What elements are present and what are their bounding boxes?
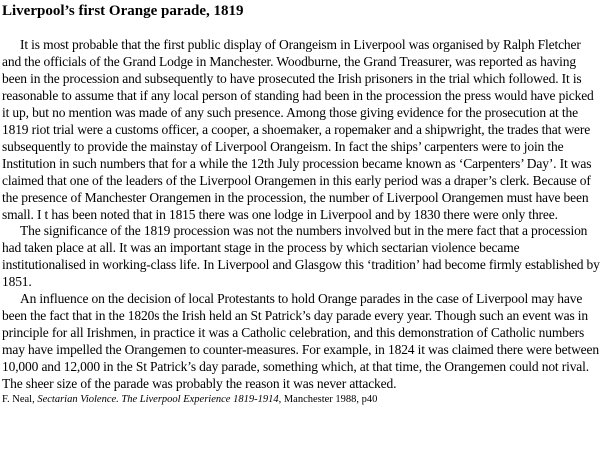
document-title: Liverpool’s first Orange parade, 1819: [2, 3, 244, 19]
citation-author: F. Neal,: [2, 394, 38, 406]
document-body: [2, 37, 601, 393]
source-citation: [2, 393, 601, 406]
citation-work-title: Sectarian Violence. The Liverpool Experience 1819-1914: [37, 394, 279, 406]
paragraph-1: It is most probable that the first public display of Orangeism in Liverpool was organised by Ralph Fletcher and the officials of the Grand Lodge in Manchester. Woodburne, the Grand Treasurer, was reported as having been in the procession and subsequently to have prosecuted the Irish prisoners in the trial which followed. It is reasonable to assume that if any local person of standing had been in the procession the press would have picked it up, but no mention was made of any such presence. Among those giving evidence for the prosecution at the 1819 riot trial were a customs officer, a cooper, a shoemaker, a ropemaker and a shipwright, the trades that were subsequently to provide the mainstay of Liverpool Orangeism. In fact the ships’ carpenters were to join the Institution in such numbers that for a while the 12th July procession became known as ‘Carpenters’ Day’. It was claimed that one of the leaders of the Liverpool Orangemen in this early period was a draper’s clerk. Because of the presence of Manchester Orangemen in the procession, the number of Liverpool Orangemen must have been small. I t has been noted that in 1815 there was one lodge in Liverpool and by 1830 there were only three.: [2, 37, 594, 222]
citation-details: , Manchester 1988, p40: [278, 394, 378, 406]
paragraph-2: The significance of the 1819 procession was not the numbers involved but in the mere fact that a procession had taken place at all. It was an important stage in the process by which sectarian violence became institutionalised in working-class life. In Liverpool and Glasgow this ‘tradition’ had become firmly established by 1851.: [2, 223, 600, 290]
paragraph-3: An influence on the decision of local Protestants to hold Orange parades in the case of Liverpool may have been the fact that in the 1820s the Irish held an St Patrick’s day parade every year. Though such an event was in principle for all Irishmen, in practice it was a Catholic celebration, and this demonstration of Catholic numbers may have impelled the Orangemen to counter-measures. For example, in 1824 it was claimed there were between 10,000 and 12,000 in the St Patrick’s day parade, something which, at that time, the Orangemen could not rival. The sheer size of the parade was probably the reason it was never attacked.: [2, 291, 599, 392]
